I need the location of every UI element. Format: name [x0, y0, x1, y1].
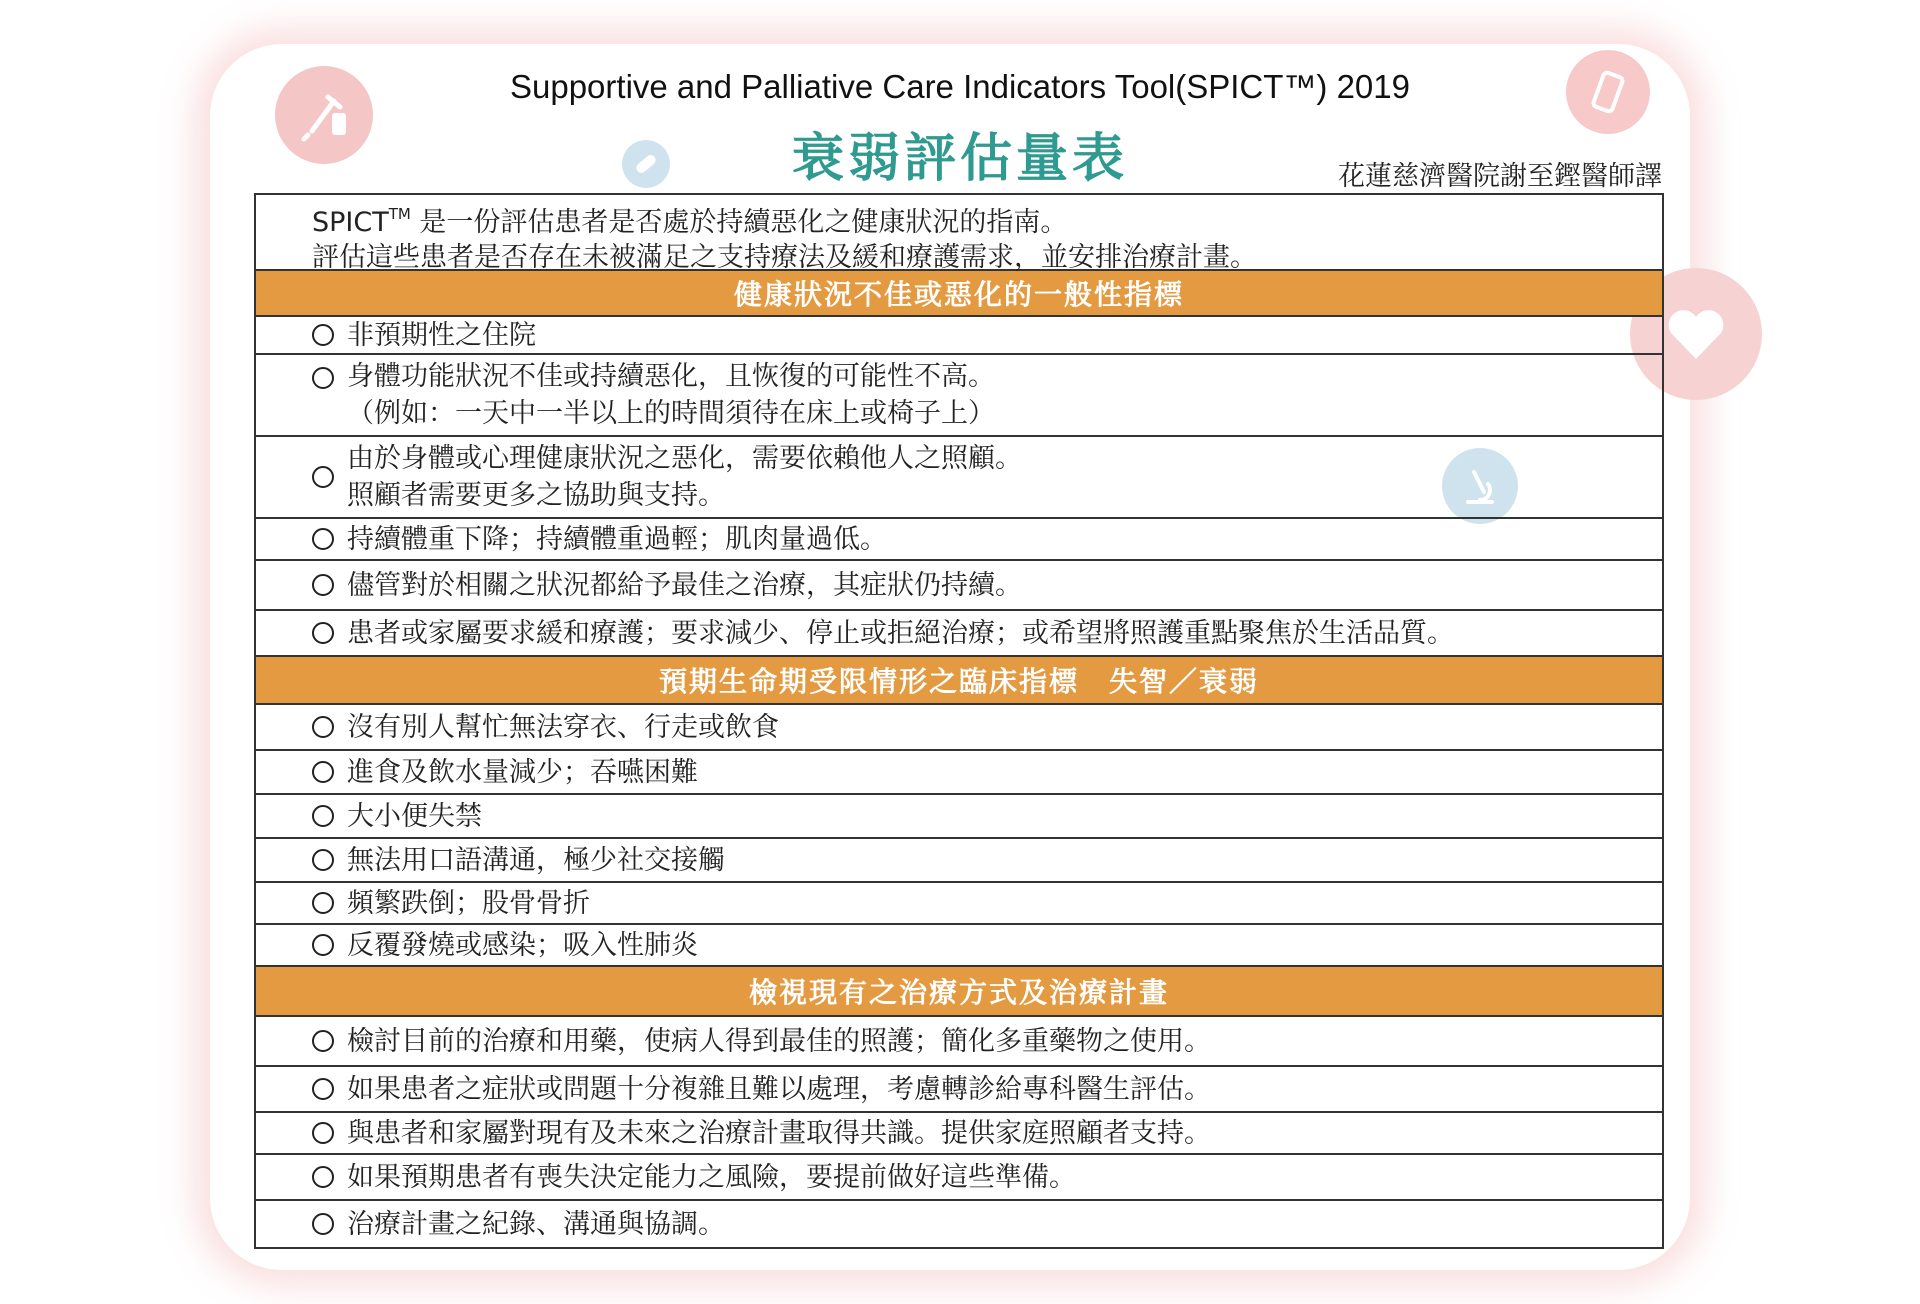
checklist-item[interactable]: [256, 751, 1662, 795]
checklist-item[interactable]: [256, 317, 1662, 355]
checkbox-circle-icon[interactable]: [312, 622, 334, 644]
item-text: 無法用口語溝通，極少社交接觸: [347, 844, 725, 876]
checkbox-circle-icon[interactable]: [312, 1166, 334, 1188]
checkbox-circle-icon[interactable]: [312, 528, 334, 550]
checklist-item[interactable]: [256, 1155, 1662, 1201]
spict-brand: SPICT: [312, 207, 389, 238]
item-text: 如果預期患者有喪失決定能力之風險，要提前做好這些準備。: [347, 1161, 1076, 1193]
checklist-item[interactable]: [256, 795, 1662, 839]
checkbox-circle-icon[interactable]: [312, 716, 334, 738]
item-text: 沒有別人幫忙無法穿衣、行走或飲食: [347, 711, 779, 743]
item-text: 反覆發燒或感染；吸入性肺炎: [347, 929, 698, 961]
item-text: 頻繁跌倒；股骨骨折: [347, 887, 590, 919]
intro-line-2: 評估這些患者是否存在未被滿足之支持療法及緩和療護需求，並安排治療計畫。: [312, 242, 1257, 273]
item-text: 如果患者之症狀或問題十分複雜且難以處理，考慮轉診給專科醫生評估。: [347, 1073, 1211, 1105]
checklist-item[interactable]: [256, 705, 1662, 751]
item-text: [347, 440, 1022, 514]
checklist-item[interactable]: [256, 1113, 1662, 1155]
checkbox-circle-icon[interactable]: [312, 849, 334, 871]
checkbox-circle-icon[interactable]: [312, 1213, 334, 1235]
item-text: 治療計畫之紀錄、溝通與協調。: [347, 1208, 725, 1240]
checkbox-circle-icon[interactable]: [312, 934, 334, 956]
intro-line-1-text: 是一份評估患者是否處於持續惡化之健康狀況的指南。: [410, 207, 1068, 238]
checkbox-circle-icon[interactable]: [312, 324, 334, 346]
trademark-mark: TM: [388, 205, 411, 223]
item-text: 進食及飲水量減少；吞嚥困難: [347, 756, 698, 788]
checkbox-circle-icon[interactable]: [312, 1122, 334, 1144]
item-line-1: 身體功能狀況不佳或持續惡化，且恢復的可能性不高。: [347, 361, 995, 392]
checkbox-circle-icon[interactable]: [312, 367, 334, 389]
checklist-item[interactable]: [256, 355, 1662, 437]
item-line-2: 照顧者需要更多之協助與支持。: [347, 480, 725, 511]
checkbox-circle-icon[interactable]: [312, 805, 334, 827]
checklist-item[interactable]: [256, 1201, 1662, 1247]
assessment-table: [254, 193, 1664, 1249]
checklist-item[interactable]: [256, 437, 1662, 519]
checklist-item[interactable]: [256, 611, 1662, 657]
checklist-item[interactable]: [256, 925, 1662, 967]
item-text: 大小便失禁: [347, 800, 482, 832]
checklist-item[interactable]: [256, 839, 1662, 883]
checklist-item[interactable]: [256, 561, 1662, 611]
title-english: Supportive and Palliative Care Indicators Tool(SPICT™) 2019: [509, 68, 1410, 105]
checkbox-circle-icon[interactable]: [312, 574, 334, 596]
item-text: 檢討目前的治療和用藥，使病人得到最佳的照護；簡化多重藥物之使用。: [347, 1025, 1211, 1057]
checkbox-circle-icon[interactable]: [312, 892, 334, 914]
item-text: 患者或家屬要求緩和療護；要求減少、停止或拒絕治療；或希望將照護重點聚焦於生活品質。: [347, 617, 1454, 649]
checklist-item[interactable]: [256, 1017, 1662, 1067]
checklist-item[interactable]: [256, 1067, 1662, 1113]
item-text: 持續體重下降；持續體重過輕；肌肉量過低。: [347, 523, 887, 555]
intro-line-1: [312, 199, 1662, 240]
section-header-general-indicators: 健康狀況不佳或惡化的一般性指標: [256, 271, 1662, 317]
item-line-1: 由於身體或心理健康狀況之惡化，需要依賴他人之照顧。: [347, 443, 1022, 474]
item-text: 與患者和家屬對現有及未來之治療計畫取得共識。提供家庭照顧者支持。: [347, 1117, 1211, 1149]
item-line-2: （例如：一天中一半以上的時間須待在床上或椅子上）: [347, 398, 995, 429]
item-text: [347, 358, 995, 432]
checkbox-circle-icon[interactable]: [312, 1078, 334, 1100]
translator-credit: 花蓮慈濟醫院謝至鏗醫師譯: [1338, 161, 1662, 192]
checklist-item[interactable]: [256, 519, 1662, 561]
checkbox-circle-icon[interactable]: [312, 1030, 334, 1052]
section-header-treatment-review: 檢視現有之治療方式及治療計畫: [256, 967, 1662, 1017]
item-text: 非預期性之住院: [347, 319, 536, 351]
checkbox-circle-icon[interactable]: [312, 761, 334, 783]
item-text: 儘管對於相關之狀況都給予最佳之治療，其症狀仍持續。: [347, 569, 1022, 601]
section-header-clinical-indicators: 預期生命期受限情形之臨床指標 失智／衰弱: [256, 657, 1662, 705]
intro-block: [256, 195, 1662, 271]
checklist-item[interactable]: [256, 883, 1662, 925]
title-chinese: 衰弱評估量表: [791, 128, 1128, 189]
checkbox-circle-icon[interactable]: [312, 466, 334, 488]
